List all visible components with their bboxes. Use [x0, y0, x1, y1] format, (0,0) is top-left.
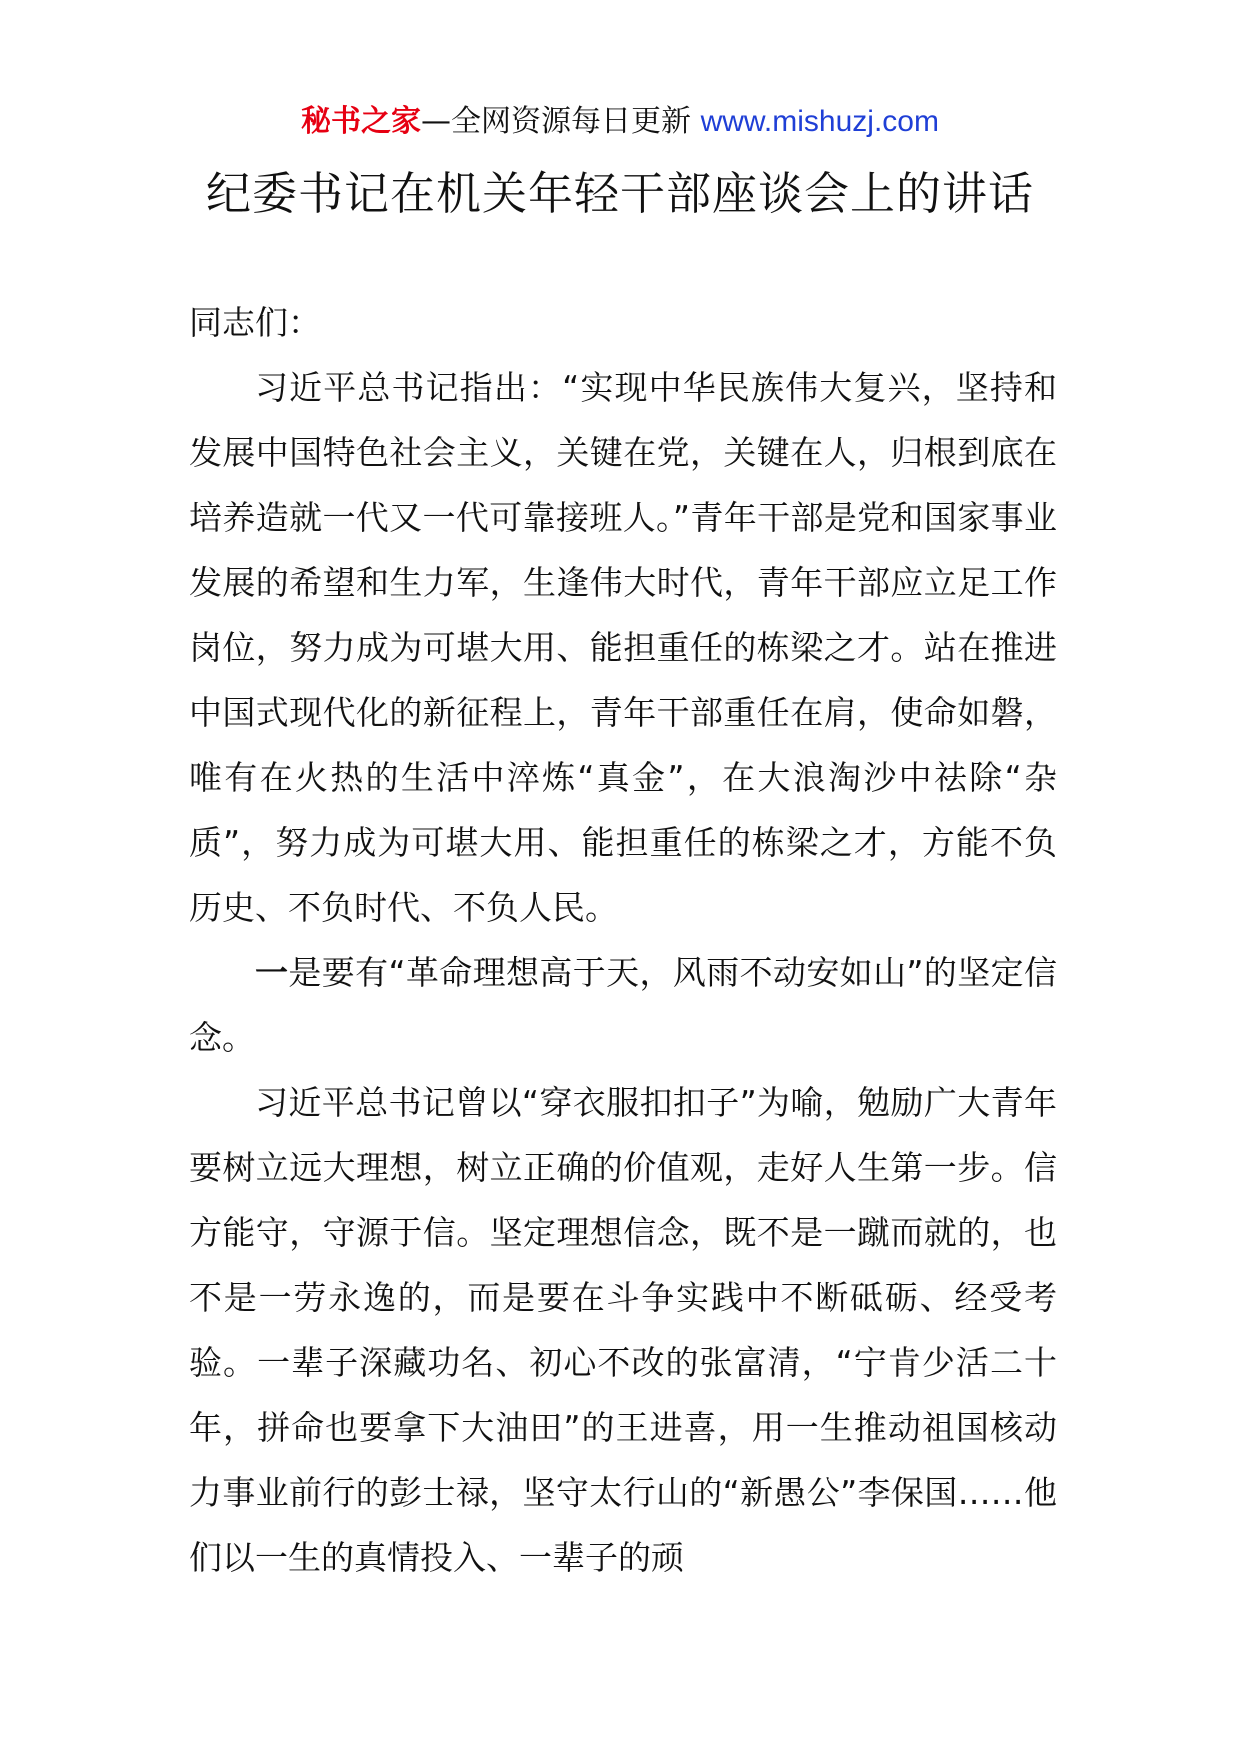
salutation: 同志们：	[189, 303, 321, 342]
site-url-link[interactable]: www.mishuzj.com	[700, 105, 939, 138]
document-title: 纪委书记在机关年轻干部座谈会上的讲话	[205, 167, 1034, 220]
body-paragraph: 习近平总书记指出：“实现中华民族伟大复兴，坚持和发展中国特色社会主义，关键在党，关键在人，归根到底在培养造就一代又一代可靠接班人。”青年干部是党和国家事业发展的希望和生力军，生逢伟大时代，青年干部应立足工作岗位，努力成为可堪大用、能担重任的栋梁之才。站在推进中国式现代化的新征程上，青年干部重任在肩，使命如磐，唯有在火热的生活中淬炼“真金”，在大浪淘沙中祛除“杂质”，努力成为可堪大用、能担重任的栋梁之才，方能不负历史、不负时代、不负人民。	[189, 368, 1057, 927]
brand-name: 秘书之家	[301, 104, 422, 139]
section-heading-one	[189, 940, 1057, 1070]
section-number: 一	[255, 953, 289, 992]
section-heading-text: 是要有“革命理想高于天，风雨不动安如山”的坚定信念。	[189, 953, 1057, 1057]
site-tagline: —全网资源每日更新	[421, 104, 701, 139]
body-paragraph: 习近平总书记曾以“穿衣服扣扣子”为喻，勉励广大青年要树立远大理想，树立正确的价值观，走好人生第一步。信方能守，守源于信。坚定理想信念，既不是一蹴而就的，也不是一劳永逸的，而是要在斗争实践中不断砥砺、经受考验。一辈子深藏功名、初心不改的张富清，“宁肯少活二十年，拼命也要拿下大油田”的王进喜，用一生推动祖国核动力事业前行的彭士禄，坚守太行山的“新愚公”李保国……他们以一生的真情投入、一辈子的顽	[189, 1083, 1057, 1577]
site-header	[0, 100, 1240, 144]
document-body	[189, 290, 1057, 1590]
